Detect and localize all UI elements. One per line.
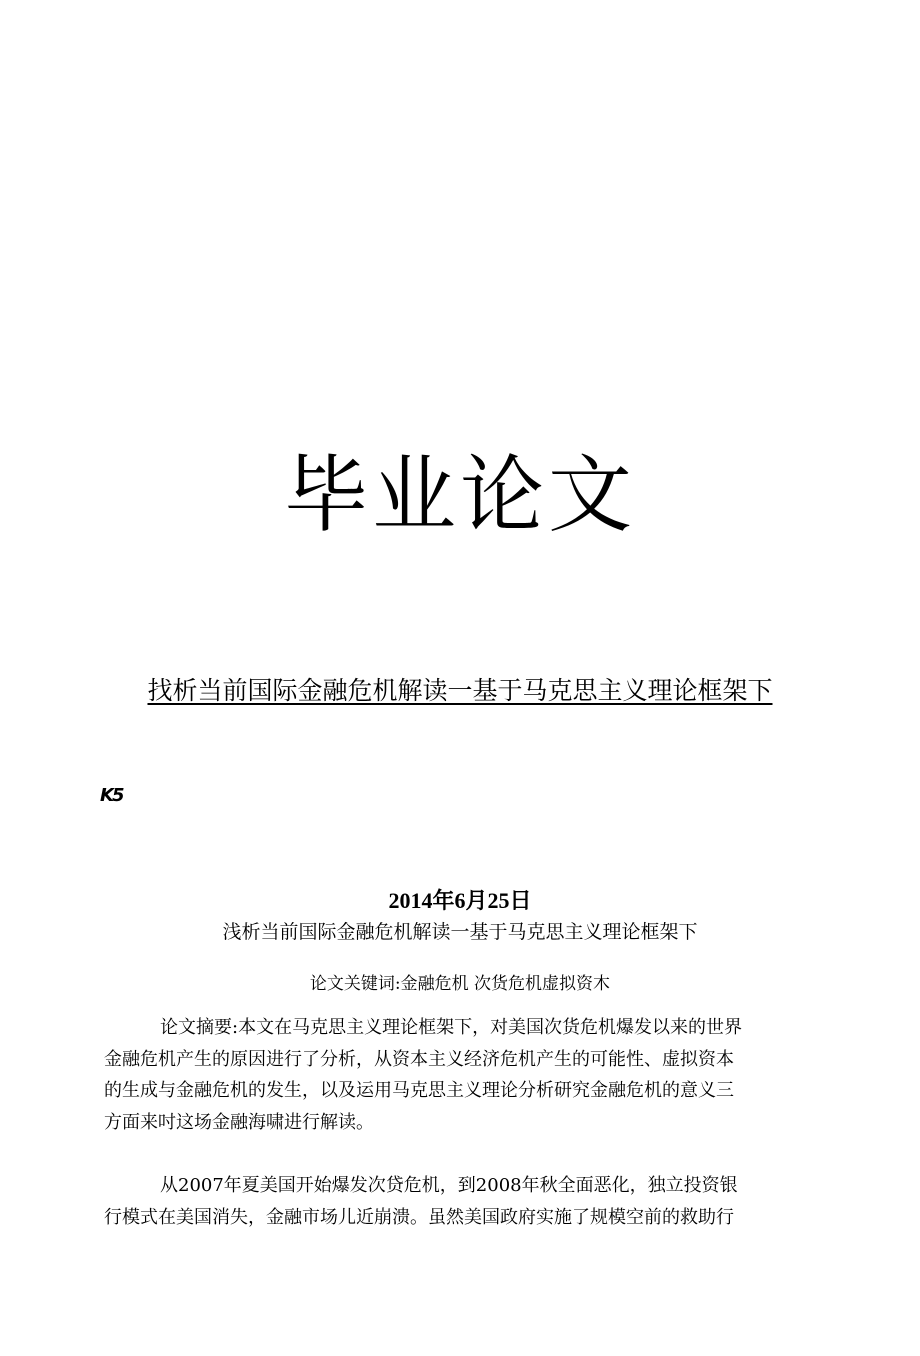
body-line: 从2007年夏美国开始爆发次贷危机，到2008年秋全面恶化，独立投资银 — [160, 1175, 738, 1196]
cover-mark: K5 — [100, 785, 123, 806]
cover-subtitle: 找析当前国际金融危机解读一基于马克思主义理论框架下 — [147, 676, 773, 705]
cover-main-title: 毕业论文 — [283, 446, 636, 544]
abstract-line: 的生成与金融危机的发生，以及运用马克思主义理论分析研究金融危机的意义三 — [104, 1080, 734, 1101]
abstract-line: 金融危机产生的原因进行了分析，从资本主义经济危机产生的可能性、虚拟资本 — [104, 1048, 734, 1070]
abstract-line: 方面来吋这场金融海啸进行解读。 — [104, 1111, 374, 1133]
paper-date: 2014年6月25日 — [388, 888, 532, 913]
abstract-line: 论文摘要:本文在马克思主义理论框架下，对美国次货危机爆发以来的世界 — [160, 1017, 743, 1038]
abstract-paragraph — [104, 1012, 804, 1138]
body-paragraph — [104, 1170, 804, 1233]
body-line: 行模式在美国消失，金融市场儿近崩溃。虽然美国政府实施了规模空前的救助行 — [104, 1206, 734, 1228]
paper-title: 浅析当前国际金融危机解读一基于马克思主义理论框架下 — [222, 921, 698, 943]
paper-keywords: 论文关键词:金融危机 次货危机虚拟资木 — [309, 974, 611, 994]
